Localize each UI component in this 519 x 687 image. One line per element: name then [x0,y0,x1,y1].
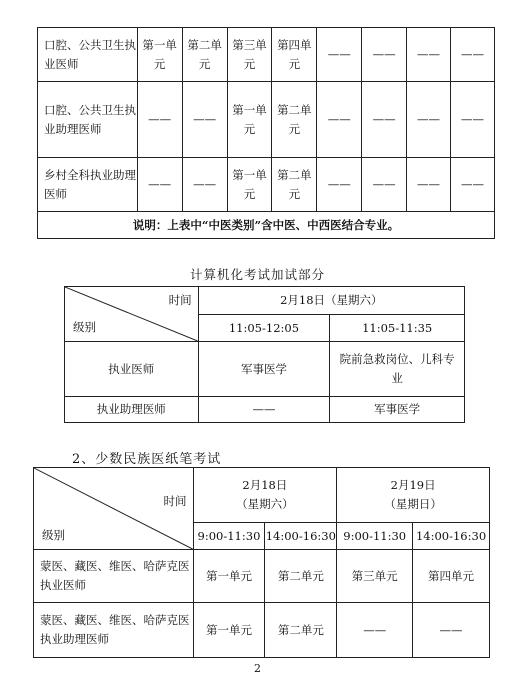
cell: —— [450,82,494,158]
cell: 第二单元 [265,550,337,603]
cell: 军事医学 [198,342,330,397]
row-label: 蒙医、藏医、维医、哈萨克医执业助理医师 [34,603,194,658]
row-label: 蒙医、藏医、维医、哈萨克医执业医师 [34,550,194,603]
date-2: 2月19日 [390,478,436,492]
table-row [65,342,465,397]
cell: —— [362,158,407,212]
cell: —— [450,28,494,82]
cell: 第一单元 [193,603,265,658]
table-row [34,603,490,658]
cell: —— [137,158,182,212]
cell: —— [198,397,330,423]
cell: —— [407,158,451,212]
cell: —— [362,28,407,82]
table-note-row [38,212,495,239]
cell: —— [450,158,494,212]
date-header-2 [337,468,490,523]
cell: —— [182,82,227,158]
cell: 第一单元 [137,28,182,82]
table-row [38,82,495,158]
cell: —— [407,82,451,158]
section-title-ethnic-medicine: 2、少数民族医纸笔考试 [72,452,222,467]
table-row [34,550,490,603]
table-row [38,158,495,212]
cell: 第二单元 [265,603,337,658]
time-slot: 11:05-12:05 [198,315,330,342]
table-row [65,397,465,423]
date-header: 2月18日（星期六） [198,287,464,315]
cell: 第四单元 [272,28,317,82]
exam-schedule-table-continued [37,27,495,239]
ethnic-medicine-exam-table [33,467,490,658]
time-slot: 9:00-11:30 [337,523,413,550]
row-label: 乡村全科执业助理医师 [38,158,138,212]
cell: 第四单元 [413,550,490,603]
cell: 第二单元 [272,82,317,158]
section-title-computer-exam: 计算机化考试加试部分 [190,267,326,282]
cell: 军事医学 [330,397,465,423]
header-diagonal-cell [65,287,199,342]
time-slot: 14:00-16:30 [265,523,337,550]
cell: 第一单元 [227,158,272,212]
header-time-label: 时间 [163,494,187,508]
row-label: 执业医师 [65,342,199,397]
cell: 第一单元 [227,82,272,158]
cell: 第三单元 [337,550,413,603]
cell: —— [317,28,362,82]
header-time-label: 时间 [168,293,192,307]
header-level-label: 级别 [73,320,96,334]
row-label: 口腔、公共卫生执业医师 [38,28,138,82]
cell: 第二单元 [272,158,317,212]
row-label: 口腔、公共卫生执业助理医师 [38,82,138,158]
table-note: 说明：上表中“中医类别”含中医、中西医结合专业。 [38,212,495,239]
cell: —— [413,603,490,658]
cell: —— [182,158,227,212]
time-slot: 11:05-11:35 [330,315,465,342]
cell: 第三单元 [227,28,272,82]
time-slot: 9:00-11:30 [193,523,265,550]
weekday-1: （星期六） [236,497,294,511]
cell: —— [317,158,362,212]
header-diagonal-cell [34,468,194,550]
computer-exam-table [64,286,465,423]
header-level-label: 级别 [42,528,65,542]
weekday-2: （星期日） [384,497,442,511]
cell: 院前急救岗位、儿科专业 [330,342,465,397]
table-row [38,28,495,82]
date-1: 2月18日 [242,478,288,492]
cell: —— [407,28,451,82]
cell: —— [337,603,413,658]
page-number: 2 [254,662,261,675]
date-header-1 [193,468,337,523]
cell: —— [362,82,407,158]
cell: 第一单元 [193,550,265,603]
row-label: 执业助理医师 [65,397,199,423]
time-slot: 14:00-16:30 [413,523,490,550]
cell: —— [137,82,182,158]
cell: —— [317,82,362,158]
cell: 第二单元 [182,28,227,82]
